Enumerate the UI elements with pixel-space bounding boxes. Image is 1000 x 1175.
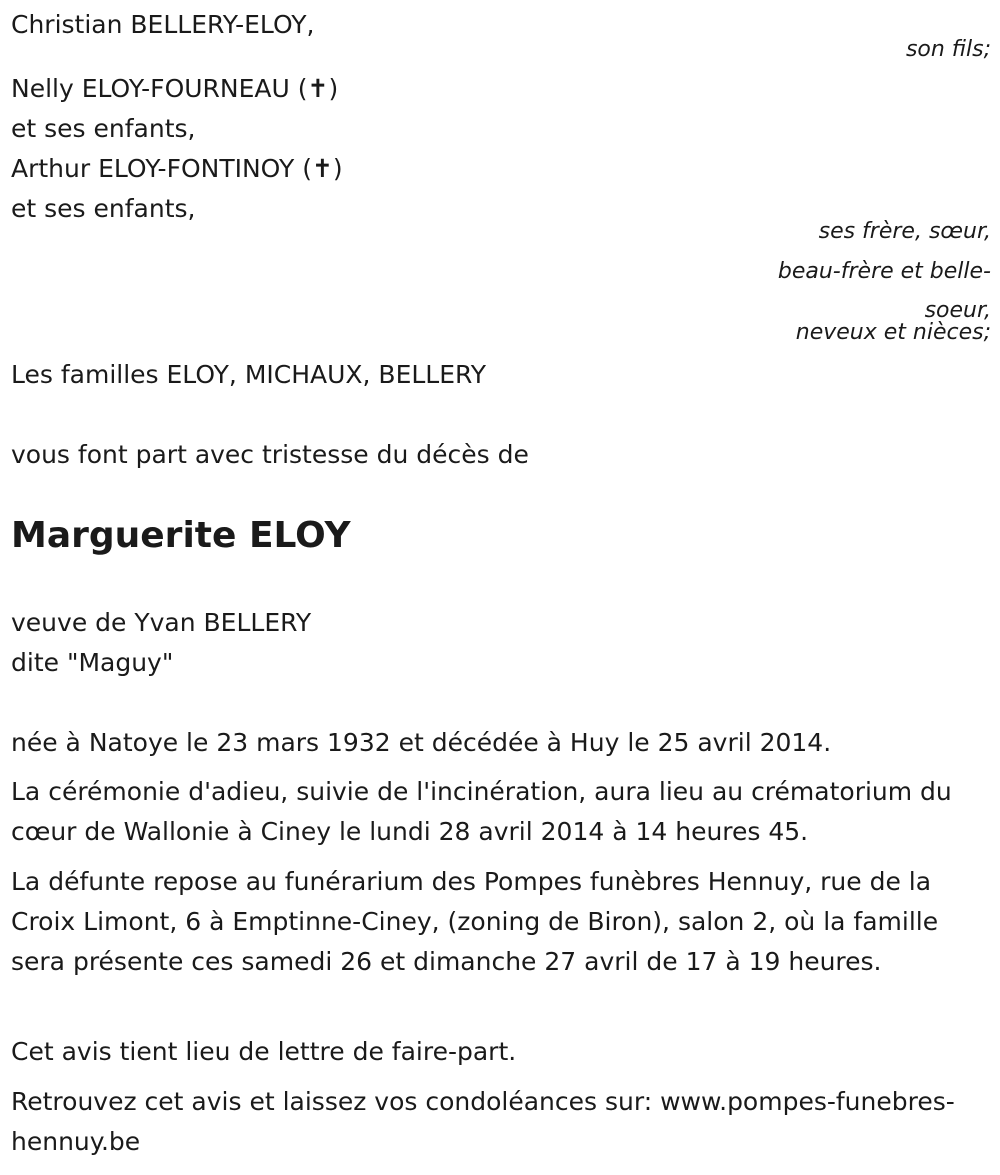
sibling-1-children: et ses enfants, <box>11 114 196 143</box>
extended-families: Les familles ELOY, MICHAUX, BELLERY <box>11 360 487 389</box>
announcement-text: vous font part avec tristesse du décès de <box>11 440 529 469</box>
sibling-2-name: Arthur ELOY-FONTINOY (✝) <box>11 154 343 183</box>
obituary-notice <box>11 0 991 1175</box>
siblings-role-line-2: beau-frère et belle- <box>777 259 991 284</box>
siblings-role-line-3: soeur, <box>924 298 991 323</box>
siblings-role-line-1: ses frère, sœur, <box>818 219 991 244</box>
siblings-role-line-4: neveux et nièces; <box>795 320 991 345</box>
sibling-1-name: Nelly ELOY-FOURNEAU (✝) <box>11 74 339 103</box>
widow-of: veuve de Yvan BELLERY <box>11 608 312 637</box>
notice-text: Cet avis tient lieu de lettre de faire-part. <box>11 1037 517 1066</box>
ceremony-details: La cérémonie d'adieu, suivie de l'incinération, aura lieu au crématorium du cœur de Wallonie à Ciney le lundi 28 avril 2014 à 14 heures 45. <box>11 777 952 846</box>
son-role: son fils; <box>905 37 991 62</box>
condolences-text: Retrouvez cet avis et laissez vos condoléances sur: www.pompes-funebres-hennuy.be <box>11 1087 955 1156</box>
funerarium-details: La défunte repose au funérarium des Pompes funèbres Hennuy, rue de la Croix Limont, 6 à Emptinne-Ciney, (zoning de Biron), salon 2, où la famille sera présente ces samedi 26 et dimanche 27 avril de 17 à 19 heures. <box>11 867 939 976</box>
son-name: Christian BELLERY-ELOY, <box>11 10 315 39</box>
nickname: dite "Maguy" <box>11 648 174 677</box>
birth-death-details: née à Natoye le 23 mars 1932 et décédée à Huy le 25 avril 2014. <box>11 728 832 757</box>
sibling-2-children: et ses enfants, <box>11 194 196 223</box>
deceased-name: Marguerite ELOY <box>11 515 351 556</box>
